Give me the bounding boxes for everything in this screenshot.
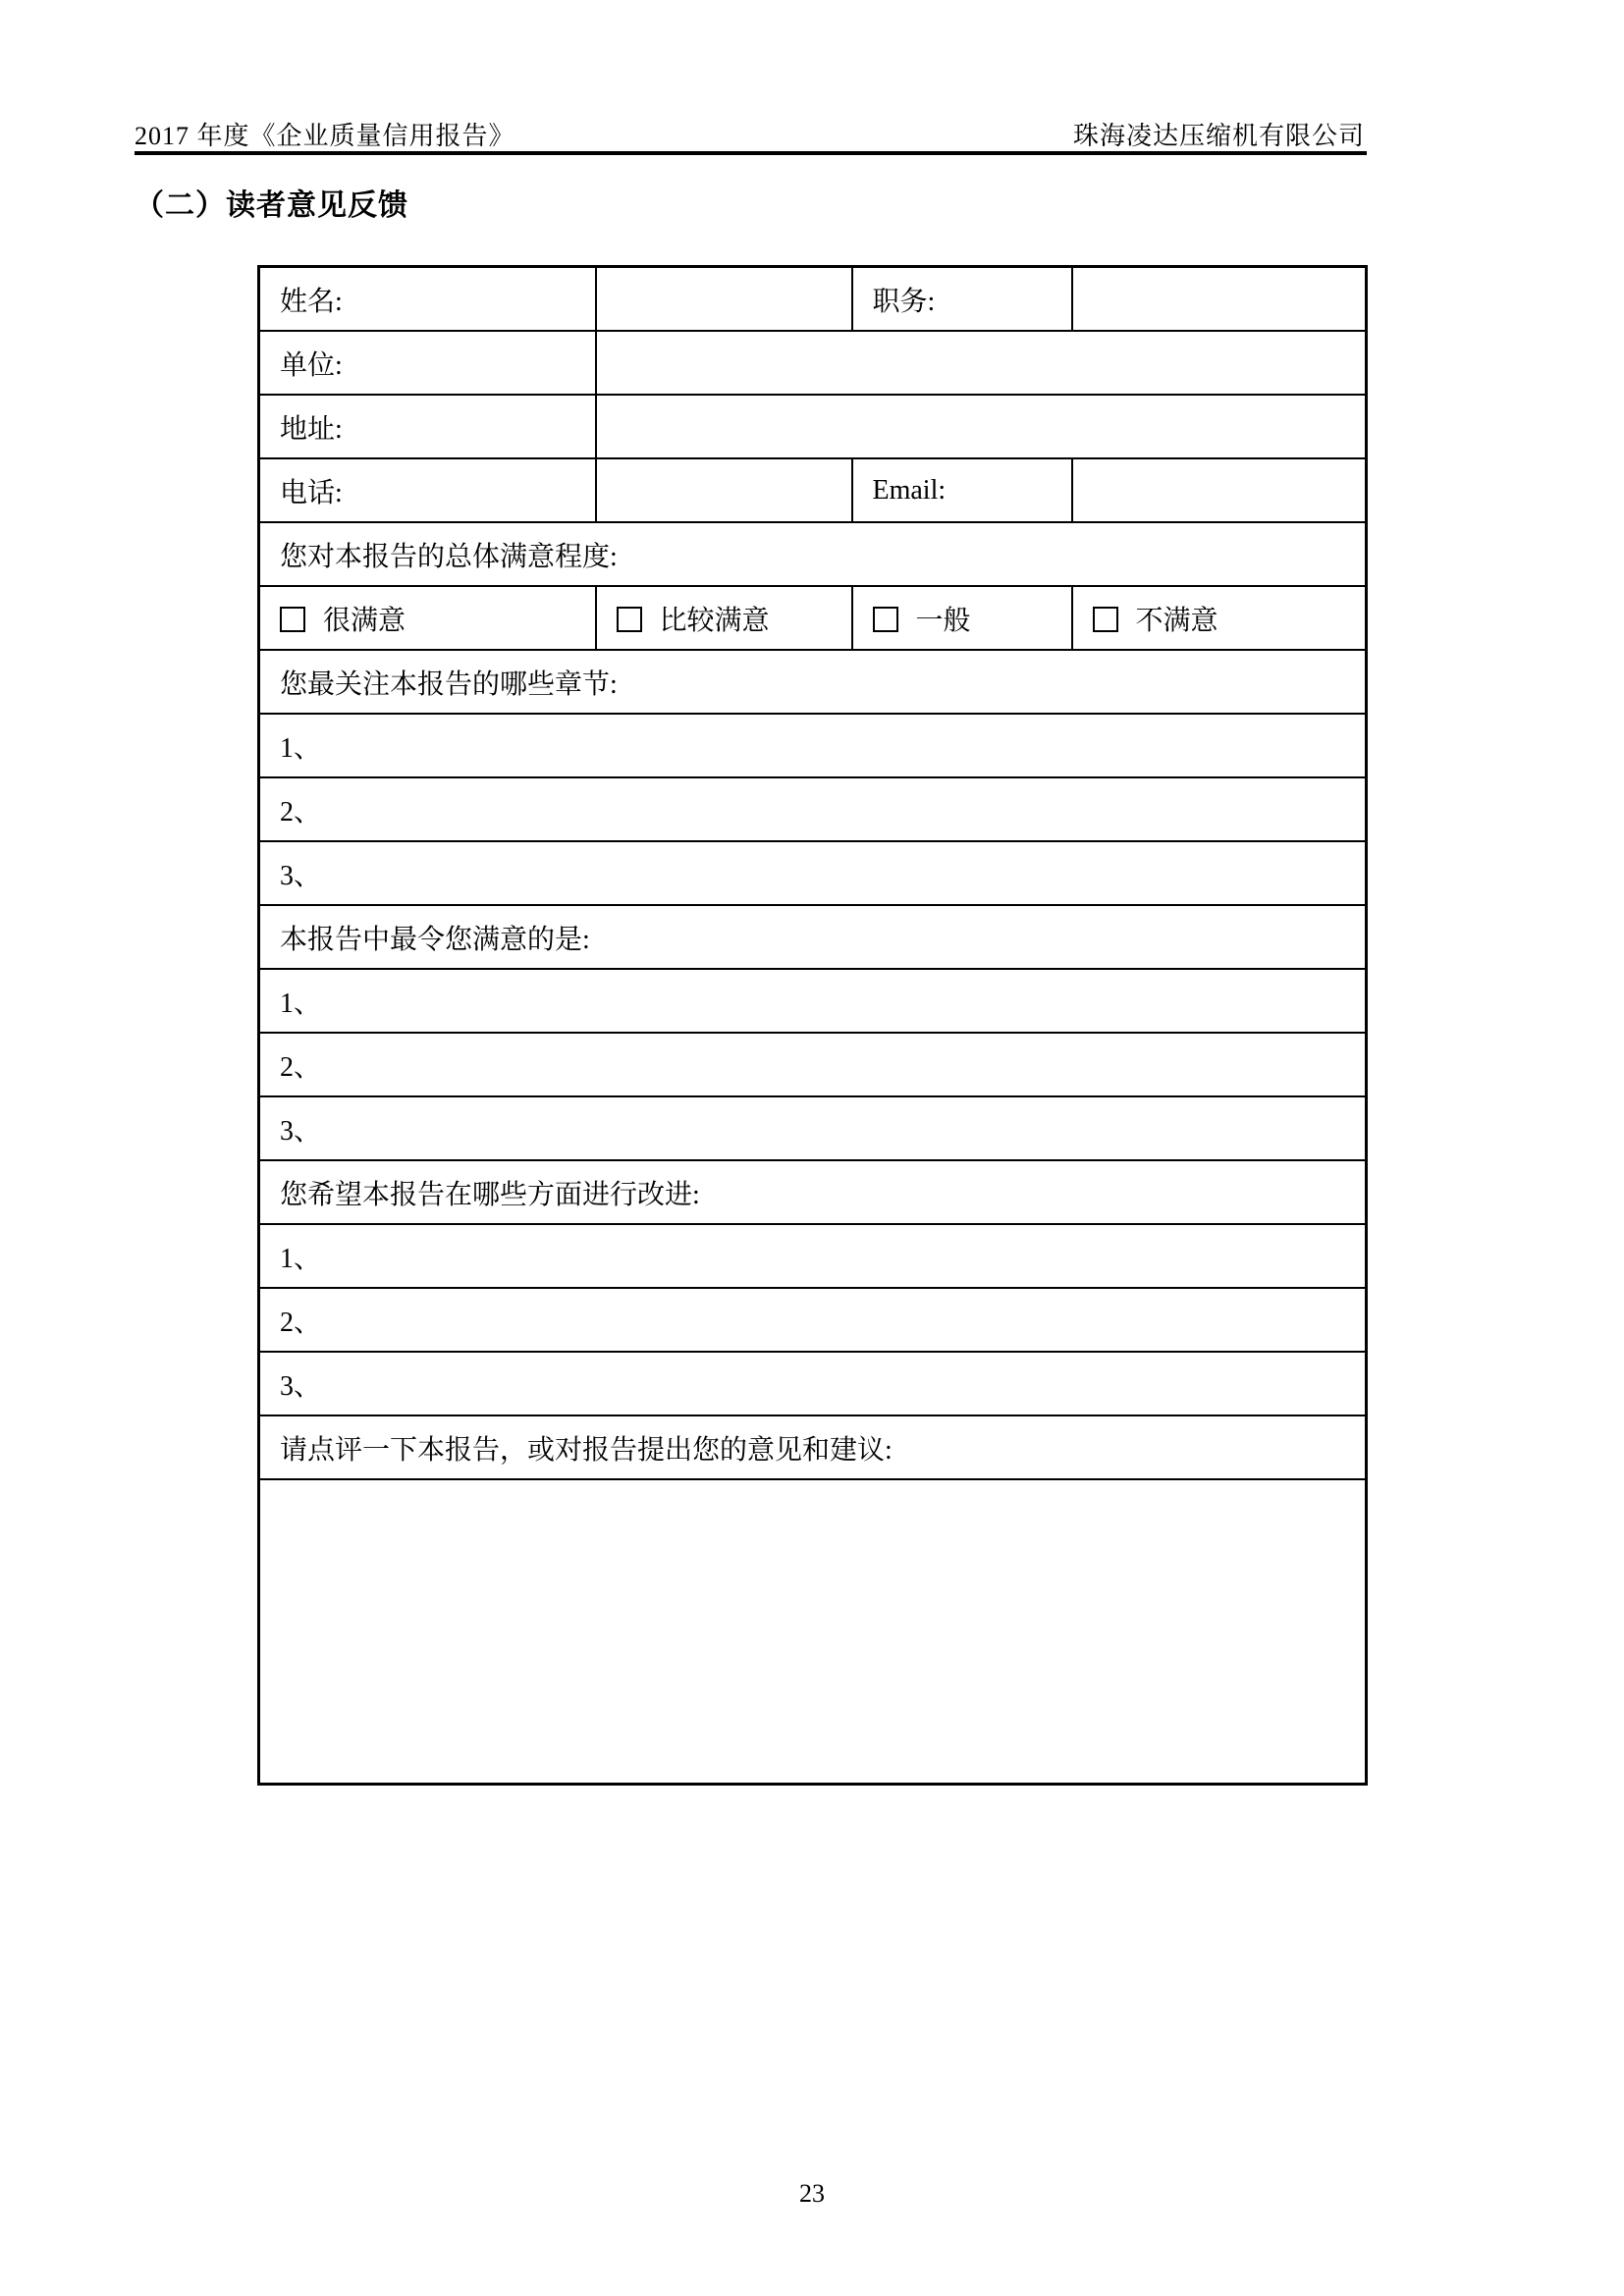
chapters-item-3: 3、 [259,841,1367,905]
checkbox-icon [280,607,305,632]
email-label: Email: [852,458,1072,522]
row-chapters-item [259,841,1367,905]
row-chapters-item [259,777,1367,841]
row-name-jobtitle [259,267,1367,332]
improvements-question: 您希望本报告在哪些方面进行改进: [259,1160,1367,1224]
option-very-satisfied [259,586,596,650]
option-label: 不满意 [1135,605,1218,636]
row-phone-email [259,458,1367,522]
option-label: 一般 [915,605,971,636]
satisfied-most-question: 本报告中最令您满意的是: [259,905,1367,969]
job-title-field [1072,267,1367,332]
email-field [1072,458,1367,522]
row-improvements-item [259,1352,1367,1415]
row-improvements-item [259,1288,1367,1352]
chapters-question: 您最关注本报告的哪些章节: [259,650,1367,714]
satisfied-most-item-3: 3、 [259,1096,1367,1160]
row-chapters-question [259,650,1367,714]
satisfied-most-item-2: 2、 [259,1033,1367,1096]
row-comments-question [259,1415,1367,1479]
organization-label: 单位: [259,331,596,395]
company-name: 珠海凌达压缩机有限公司 [1072,122,1365,150]
improvements-item-1: 1、 [259,1224,1367,1288]
phone-label: 电话: [259,458,596,522]
organization-field [596,331,1367,395]
report-title: 2017 年度《企业质量信用报告》 [135,122,515,150]
option-label: 很满意 [323,605,406,636]
row-address [259,395,1367,458]
row-satisfied-most-item [259,969,1367,1033]
chapters-item-1: 1、 [259,714,1367,777]
improvements-item-2: 2、 [259,1288,1367,1352]
option-neutral [852,586,1072,650]
phone-field [596,458,852,522]
satisfaction-question: 您对本报告的总体满意程度: [259,522,1367,586]
address-label: 地址: [259,395,596,458]
row-satisfaction-options [259,586,1367,650]
row-satisfaction-question [259,522,1367,586]
comments-question: 请点评一下本报告，或对报告提出您的意见和建议: [259,1415,1367,1479]
row-satisfied-most-question [259,905,1367,969]
checkbox-icon [617,607,642,632]
comments-area [259,1479,1367,1785]
row-chapters-item [259,714,1367,777]
option-unsatisfied [1072,586,1367,650]
checkbox-icon [873,607,898,632]
satisfied-most-item-1: 1、 [259,969,1367,1033]
row-improvements-item [259,1224,1367,1288]
row-organization [259,331,1367,395]
name-label: 姓名: [259,267,596,332]
checkbox-icon [1093,607,1118,632]
option-fairly-satisfied [596,586,852,650]
chapters-item-2: 2、 [259,777,1367,841]
row-comments-area [259,1479,1367,1785]
row-satisfied-most-item [259,1033,1367,1096]
feedback-form-table [257,265,1368,1786]
address-field [596,395,1367,458]
row-improvements-question [259,1160,1367,1224]
header-rule [135,151,1367,155]
page-number: 23 [799,2179,825,2208]
job-title-label: 职务: [852,267,1072,332]
section-title: （二）读者意见反馈 [135,189,408,222]
name-field [596,267,852,332]
option-label: 比较满意 [659,605,770,636]
improvements-item-3: 3、 [259,1352,1367,1415]
row-satisfied-most-item [259,1096,1367,1160]
